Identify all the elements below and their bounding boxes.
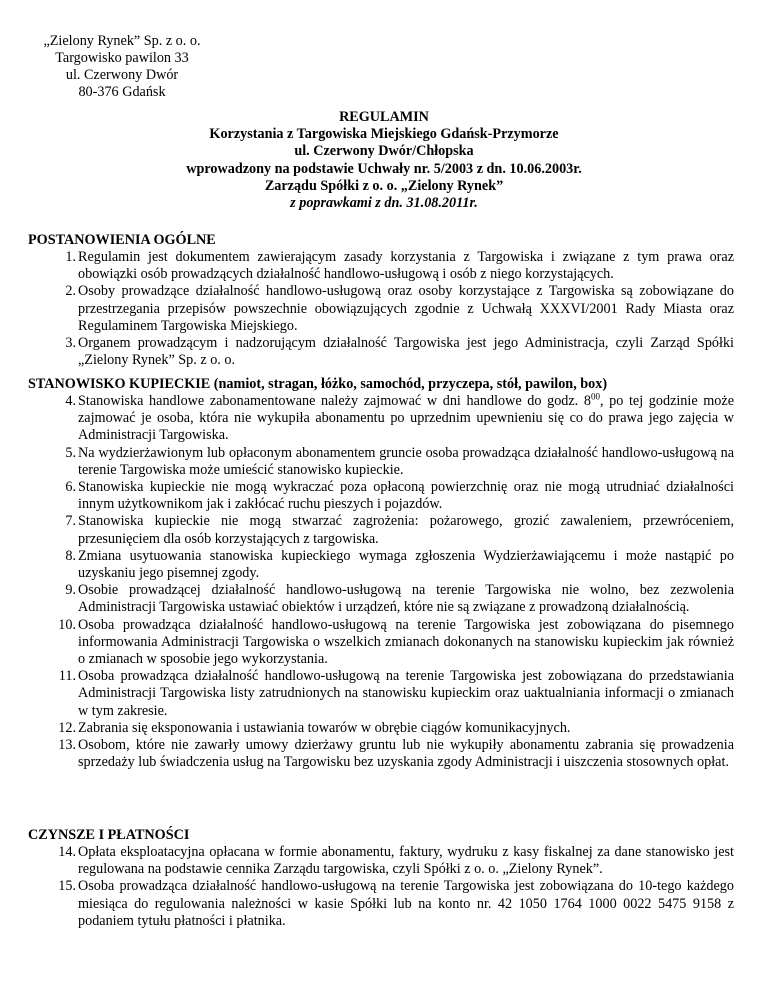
list-item xyxy=(28,548,734,582)
list-item xyxy=(28,617,734,669)
item-number: 1. xyxy=(65,249,76,265)
list-item xyxy=(28,668,734,720)
section-general xyxy=(28,232,734,369)
item-text: Stanowiska kupieckie nie mogą wykraczać poza opłaconą powierzchnię oraz nie mogą utrudniać działalności innym użytkownikom jak i zakłócać ruchu pieszych i pojazdów. xyxy=(78,479,734,513)
company-address xyxy=(22,33,222,101)
list-item xyxy=(28,582,734,616)
item-number: 14. xyxy=(58,844,76,860)
section-heading: POSTANOWIENIA OGÓLNE xyxy=(28,232,216,248)
item-number: 10. xyxy=(58,616,76,633)
item-text: Organem prowadzącym i nadzorującym działalność Targowiska jest jego Administracja, czyli Zarząd Spółki „Zielony Rynek” Sp. z o. o. xyxy=(78,335,734,369)
document-subtitle: Korzystania z Targowiska Miejskiego Gdańsk-Przymorze xyxy=(209,126,559,143)
item-text: Zabrania się eksponowania i ustawiania towarów w obrębie ciągów komunikacyjnych. xyxy=(78,719,571,736)
item-text: Stanowiska kupieckie nie mogą stwarzać zagrożenia: pożarowego, grozić zawaleniem, przewróceniem, przesunięciem dla osób korzystających z targowiska. xyxy=(78,513,734,547)
list-item xyxy=(28,720,734,737)
item-number: 9. xyxy=(65,582,76,599)
list-item xyxy=(28,335,734,369)
item-text: Osoby prowadzące działalność handlowo-usługową oraz osoby korzystające z Targowiska są zobowiązane do przestrzegania przepisów powszechnie obowiązujących zgodnie z Uchwałą XXXVI/2001 Rady Miasta oraz Regulaminem Targowiska Miejskiego. xyxy=(78,283,734,334)
item-text: Zmiana usytuowania stanowiska kupieckiego wymaga zgłoszenia Wydzierżawiającemu i może nastąpić po uzyskaniu jego pisemnej zgody. xyxy=(78,547,734,582)
item-number: 8. xyxy=(65,547,76,564)
list-item xyxy=(28,283,734,335)
list-item xyxy=(28,513,734,547)
section-stand xyxy=(28,376,734,771)
address-street: ul. Czerwony Dwór xyxy=(65,67,179,83)
item-text: Na wydzierżawionym lub opłaconym abonamentem gruncie osoba prowadząca działalność handlowo-usługową na terenie Targowiska może umieścić stanowisko kupieckie. xyxy=(78,444,734,478)
item-list xyxy=(28,393,734,771)
list-item xyxy=(28,737,734,771)
list-item xyxy=(28,844,734,878)
item-number: 2. xyxy=(65,283,76,300)
item-number: 5. xyxy=(65,444,76,461)
item-text: Opłata eksploatacyjna opłacana w formie abonamentu, faktury, wydruku z kasy fiskalnej za dane stanowisko jest regulowana na podstawie cennika Zarządu targowiska, czyli Spółki z o. o. „Zielony Rynek”. xyxy=(78,844,734,878)
list-item xyxy=(28,479,734,513)
item-text: Osoba prowadząca działalność handlowo-usługową na terenie Targowiska jest zobowiązana do pisemnego informowania Administracji Targowiska o wszelkich zmianach dokonanych na stanowisku kupieckim jak również o zmianach w sposobie jego wykorzystania. xyxy=(78,616,734,668)
item-text: Osobom, które nie zawarły umowy dzierżawy gruntu lub nie wykupiły abonamentu zabrania się prowadzenia sprzedaży lub świadczenia usług na Targowisku bez uzyskania zgody Administracji i uiszczenia stosownych opłat. xyxy=(78,737,734,771)
document-title: REGULAMIN xyxy=(339,109,429,125)
item-list xyxy=(28,249,734,369)
item-number: 6. xyxy=(65,479,76,496)
item-text-part: Stanowiska handlowe zabonamentowane należy zajmować w dni handlowe do godz. 8 xyxy=(78,393,591,409)
section-heading: STANOWISKO KUPIECKIE (namiot, stragan, łóżko, samochód, przyczepa, stół, pawilon, box) xyxy=(28,376,608,392)
section-payments xyxy=(28,827,734,930)
item-text: Osoba prowadząca działalność handlowo-usługową na terenie Targowiska jest zobowiązana do przedstawiania Administracji Targowiska listy zatrudnionych na stanowisku kupieckim oraz uaktualniania informacji o zmianach w tym zakresie. xyxy=(78,668,734,719)
item-list xyxy=(28,844,734,930)
title-resolution: wprowadzony na podstawie Uchwały nr. 5/2003 z dn. 10.06.2003r. xyxy=(186,160,582,177)
item-number: 13. xyxy=(58,737,76,754)
document-title-block xyxy=(0,109,768,212)
item-text-part: , po tej godzinie może zajmować je osoba, która nie wykupiła abonamentu po uprzednim upewnieniu się co do prawa jego zajęcia w Administracji Targowiska. xyxy=(78,393,734,444)
title-amendments: z poprawkami z dn. 31.08.2011r. xyxy=(290,195,478,212)
item-number: 11. xyxy=(58,668,76,685)
address-postal-city: 80-376 Gdańsk xyxy=(78,84,166,100)
item-number: 3. xyxy=(65,335,76,352)
list-item xyxy=(28,249,734,283)
list-item xyxy=(28,445,734,479)
item-superscript: 00 xyxy=(590,391,600,402)
item-text: Osobie prowadzącej działalność handlowo-usługową na terenie Targowiska nie wolno, bez zezwolenia Administracji Targowiska ustawiać obiektów i urządzeń, które nie są związane z prowadzoną działalnością. xyxy=(78,582,734,616)
list-item xyxy=(28,393,734,445)
title-street: ul. Czerwony Dwór/Chłopska xyxy=(294,143,474,160)
item-number: 15. xyxy=(58,878,76,895)
title-board: Zarządu Spółki z o. o. „Zielony Rynek” xyxy=(264,177,504,194)
section-heading: CZYNSZE I PŁATNOŚCI xyxy=(28,827,190,843)
item-text xyxy=(78,393,734,443)
item-number: 4. xyxy=(65,393,76,409)
item-text: Osoba prowadząca działalność handlowo-usługową na terenie Targowiska jest zobowiązana do 10-tego każdego miesiąca do regulowania należności w kasie Spółki lub na konto nr. 42 1050 1764 1000 0022 5475 9158 z podaniem tytułu płatności i płatnika. xyxy=(78,878,734,929)
item-number: 7. xyxy=(65,513,76,530)
address-pavilion: Targowisko pawilon 33 xyxy=(55,50,189,66)
address-company-name: „Zielony Rynek” Sp. z o. o. xyxy=(43,33,201,49)
item-number: 12. xyxy=(58,719,76,736)
list-item xyxy=(28,878,734,930)
item-text: Regulamin jest dokumentem zawierającym zasady korzystania z Targowiska i związane z tym prawa oraz obowiązki osób prowadzących działalność handlowo-usługową i osób z niego korzystających. xyxy=(78,249,734,283)
